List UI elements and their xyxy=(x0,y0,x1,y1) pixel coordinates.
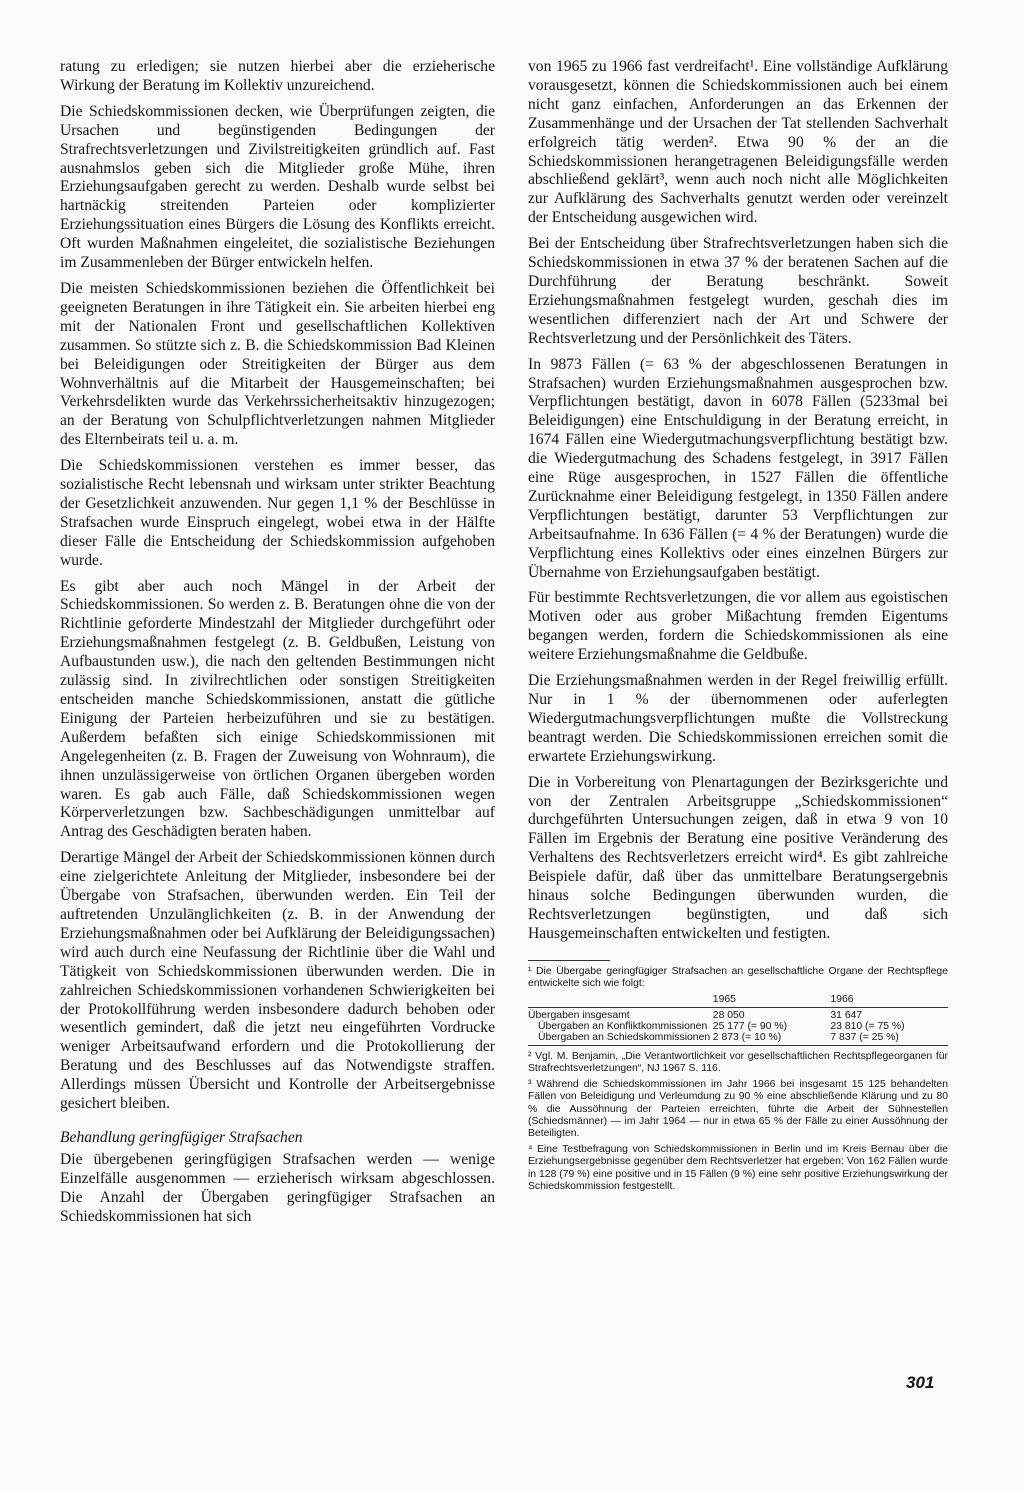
value-1966: 31 647 xyxy=(830,1009,863,1021)
transfer-statistics-table xyxy=(528,994,948,1046)
table-row xyxy=(528,1032,948,1045)
paragraph: von 1965 zu 1966 fast verdreifacht¹. Eine vollständige Aufklärung vorausgesetzt, können die Schiedskommissionen auch bei einem nicht ganz einfachen, Anforderungen an das Erkennen der Zusammenhänge und der Ursachen der Tat stellenden Sachverhalt erfolgreich tätig werden². Etwa 90 % der an die Schiedskommissionen herangetragenen Beleidigungsfälle werden abschließend geklärt³, wenn auch noch nicht alle Möglichkeiten zur Aufklärung des Sachverhalts genutzt werden oder vereinzelt der Entscheidung ausgewichen wird. xyxy=(528,58,948,227)
paragraph: Derartige Mängel der Arbeit der Schiedskommissionen können durch eine zielgerichtete Anleitung der Mitglieder, insbesondere bei der Übergabe von Strafsachen, überwunden werden. Ein Teil der auftretenden Unzulänglichkeiten (z. B. in der Anwendung der Erziehungsmaßnahmen oder bei Aufklärung der Beleidigungssachen) wird auch durch eine Neufassung der Richtlinie über die Wahl und Tätigkeit von Schiedskommissionen überwunden werden. Die in zahlreichen Schiedskommissionen vorhandenen Schwierigkeiten bei der Protokollführung werden insbesondere dadurch behoben oder wesentlich gemindert, daß die jetzt neu eingeführten Vordrucke weniger Arbeitsaufwand erfordern und die Protokollierung der Beratung und des Beschlusses auf das Notwendigste straffen. Allerdings müssen Übersicht und Kontrolle der Arbeitsergebnisse gesichert bleiben. xyxy=(60,849,495,1113)
column-header-1966: 1966 xyxy=(830,994,948,1007)
footnote-2: ² Vgl. M. Benjamin, „Die Verantwortlichkeit vor gesellschaftlichen Rechtspflegeorganen für Strafrechtsverletzungen“, NJ 1967 S. 116. xyxy=(528,1050,948,1075)
table-row xyxy=(528,1021,948,1032)
paragraph: In 9873 Fällen (= 63 % der abgeschlossenen Beratungen in Strafsachen) wurden Erziehungsmaßnahmen ausgesprochen bzw. Verpflichtungen bestätigt, davon in 6078 Fällen (5233mal bei Beleidigungen) eine Entschuldigung in der Beratung erreicht, in 1674 Fällen eine Wiedergutmachungsverpflichtung bestätigt bzw. die Wiedergutmachung des Schadens festgelegt, in 3917 Fällen eine Rüge ausgesprochen, in 1527 Fällen die öffentliche Zurücknahme einer Beleidigung festgelegt, in 1350 Fällen andere Verpflichtungen bestätigt, darunter 53 Verpflichtungen zur Arbeitsaufnahme. In 636 Fällen (= 4 % der Beratungen) wurde die Verpflichtung eines Kollektivs oder eines einzelnen Bürgers zur Übernahme von Erziehungsaufgaben bestätigt. xyxy=(528,355,948,581)
paragraph: Die Schiedskommissionen verstehen es immer besser, das sozialistische Recht lebensnah und wirksam unter strikter Beachtung der Gesetzlichkeit anzuwenden. Nur gegen 1,1 % der Beschlüsse in Strafsachen wurde Einspruch eingelegt, wobei etwa in der Hälfte dieser Fälle die Entscheidung der Schiedskommission aufgehoben wurde. xyxy=(60,457,495,569)
paragraph: Die Erziehungsmaßnahmen werden in der Regel freiwillig erfüllt. Nur in 1 % der übernommenen oder auferlegten Wiedergutmachungsverpflichtungen mußte die Vollstreckung beantragt werden. Die Schiedskommissionen erreichen somit die erwartete Erziehungswirkung. xyxy=(528,672,948,765)
paragraph: Es gibt aber auch noch Mängel in der Arbeit der Schiedskommissionen. So werden z. B. Beratungen ohne die von der Richtlinie geforderte Mindestzahl der Mitglieder durchgeführt oder Erziehungsmaßnahmen festgelegt (z. B. Geldbußen, Leistung von Aufbaustunden usw.), die nach den geltenden Bestimmungen nicht zulässig sind. In zivilrechtlichen oder sonstigen Streitigkeiten entscheiden manche Schiedskommissionen, anstatt die gütliche Einigung der Parteien herbeizuführen und sie zu bestätigen. Außerdem befaßten sich einige Schiedskommissionen mit Angelegenheiten (z. B. Fragen der Zuweisung von Wohnraum), die ihnen unzulässigerweise von örtlichen Organen übergeben worden waren. Es gab auch Fälle, daß Schiedskommissionen wegen Körperverletzungen bzw. Sachbeschädigungen unmittelbar auf Antrag des Geschädigten beraten haben. xyxy=(60,577,495,841)
row-label: Übergaben an Schiedskommissionen xyxy=(528,1032,713,1045)
page-number: 301 xyxy=(906,1373,935,1392)
footnote-3: ³ Während die Schiedskommissionen im Jahr 1966 bei insgesamt 15 125 behandelten Fällen von Beleidigung und Verleumdung zu 90 % eine abschließende Klärung und zu 80 % die Aussöhnung der Parteien erreichten, führte die Arbeit der Sühnestellen (Schiedsmänner) — im Jahr 1964 — nur in etwa 65 % der Fälle zu einer Aussöhnung der Beteiligten. xyxy=(528,1079,948,1140)
row-label: Übergaben an Konfliktkommissionen xyxy=(538,1021,708,1032)
value-1966: 23 810 (= 75 %) xyxy=(830,1021,905,1032)
section-heading: Behandlung geringfügiger Strafsachen xyxy=(60,1128,303,1146)
paragraph: ratung zu erledigen; sie nutzen hierbei aber die erzieherische Wirkung der Beratung im Kollektiv unzureichend. xyxy=(60,58,495,94)
row-label: Übergaben insgesamt xyxy=(528,1009,630,1021)
table-header-row xyxy=(528,994,948,1007)
column-header-1965: 1965 xyxy=(713,994,831,1007)
footnote-1: ¹ Die Übergabe geringfügiger Strafsachen an gesellschaftliche Organe der Rechtspflege entwickelte sich wie folgt: xyxy=(528,965,948,989)
left-column xyxy=(60,58,495,1234)
paragraph: Bei der Entscheidung über Strafrechtsverletzungen haben sich die Schiedskommissionen in etwa 37 % der beratenen Sachen auf die Durchführung der Beratung beschränkt. Soweit Erziehungsmaßnahmen festgelegt wurden, geschah dies im wesentlichen differenziert nach der Art und Schwere der Rechtsverletzung und der Persönlichkeit des Täters. xyxy=(528,235,948,347)
value-1965: 28 050 xyxy=(712,1009,745,1021)
right-column xyxy=(528,58,948,1197)
paragraph: Die in Vorbereitung von Plenartagungen der Bezirksgerichte und von der Zentralen Arbeitsgruppe „Schiedskommissionen“ durchgeführten Untersuchungen zeigen, daß in etwa 9 von 10 Fällen im Ergebnis der Beratung eine positive Veränderung des Verhaltens des Rechtsverletzers erreicht wird⁴. Es gibt zahlreiche Beispiele dafür, daß über das unmittelbare Beratungsergebnis hinaus solche Bedingungen überwunden wurden, die Rechtsverletzungen begünstigten, und daß sich Hausgemeinschaften entwickelten und festigten. xyxy=(528,773,948,942)
value-1965: 2 873 (= 10 %) xyxy=(713,1032,831,1045)
footnote-divider xyxy=(528,960,610,961)
value-1966: 7 837 (= 25 %) xyxy=(830,1032,948,1045)
paragraph: Für bestimmte Rechtsverletzungen, die vor allem aus egoistischen Motiven oder aus grober Mißachtung fremden Eigentums begangen werden, fordern die Schiedskommissionen als eine weitere Erziehungsmaßnahme die Geldbuße. xyxy=(528,589,948,664)
footnotes xyxy=(528,966,948,1193)
paragraph: Die übergebenen geringfügigen Strafsachen werden — wenige Einzelfälle ausgenommen — erzieherisch wirksam abgeschlossen. Die Anzahl der Übergaben geringfügiger Strafsachen an Schiedskommissionen hat sich xyxy=(60,1150,495,1225)
table-row xyxy=(528,1007,948,1021)
footnote-4: ⁴ Eine Testbefragung von Schiedskommissionen in Berlin und im Kreis Bernau über die Erziehungsergebnisse gegenüber dem Rechtsverletzer hat ergeben: Von 162 Fällen wurde in 128 (79 %) eine positive und in 15 Fällen (9 %) eine sehr positive Erziehungswirkung der Schiedskommission festgestellt. xyxy=(528,1144,948,1192)
value-1965: 25 177 (= 90 %) xyxy=(712,1021,788,1032)
paragraph: Die meisten Schiedskommissionen beziehen die Öffentlichkeit bei geeigneten Beratungen in ihre Tätigkeit ein. Sie arbeiten hierbei eng mit der Nationalen Front und gesellschaftlichen Kollektiven zusammen. So stützte sich z. B. die Schiedskommission Bad Kleinen bei Beleidigungen oder Streitigkeiten der Bürger aus dem Wohnverhältnis auf die Mitarbeit der Hausgemeinschaften; bei Verkehrsdelikten wurde das Verkehrssicherheitsaktiv hinzugezogen; an der Beratung von Schulpflichtverletzungen nahmen Mitglieder des Elternbeirats teil u. a. m. xyxy=(60,279,495,449)
paragraph: Die Schiedskommissionen decken, wie Überprüfungen zeigten, die Ursachen und begünstigenden Bedingungen der Strafrechtsverletzungen und Zivilstreitigkeiten gründlich auf. Fast ausnahmslos geben sich die Mitglieder große Mühe, ihren Erziehungsaufgaben gerecht zu werden. Deshalb wurde selbst bei hartnäckig streitenden Parteien oder komplizierter Erziehungssituation eines Bürgers die Lösung des Konflikts erreicht. Oft wurden Maßnahmen eingeleitet, die sozialistische Beziehungen im Zusammenleben der Bürger entwickeln helfen. xyxy=(60,102,495,272)
